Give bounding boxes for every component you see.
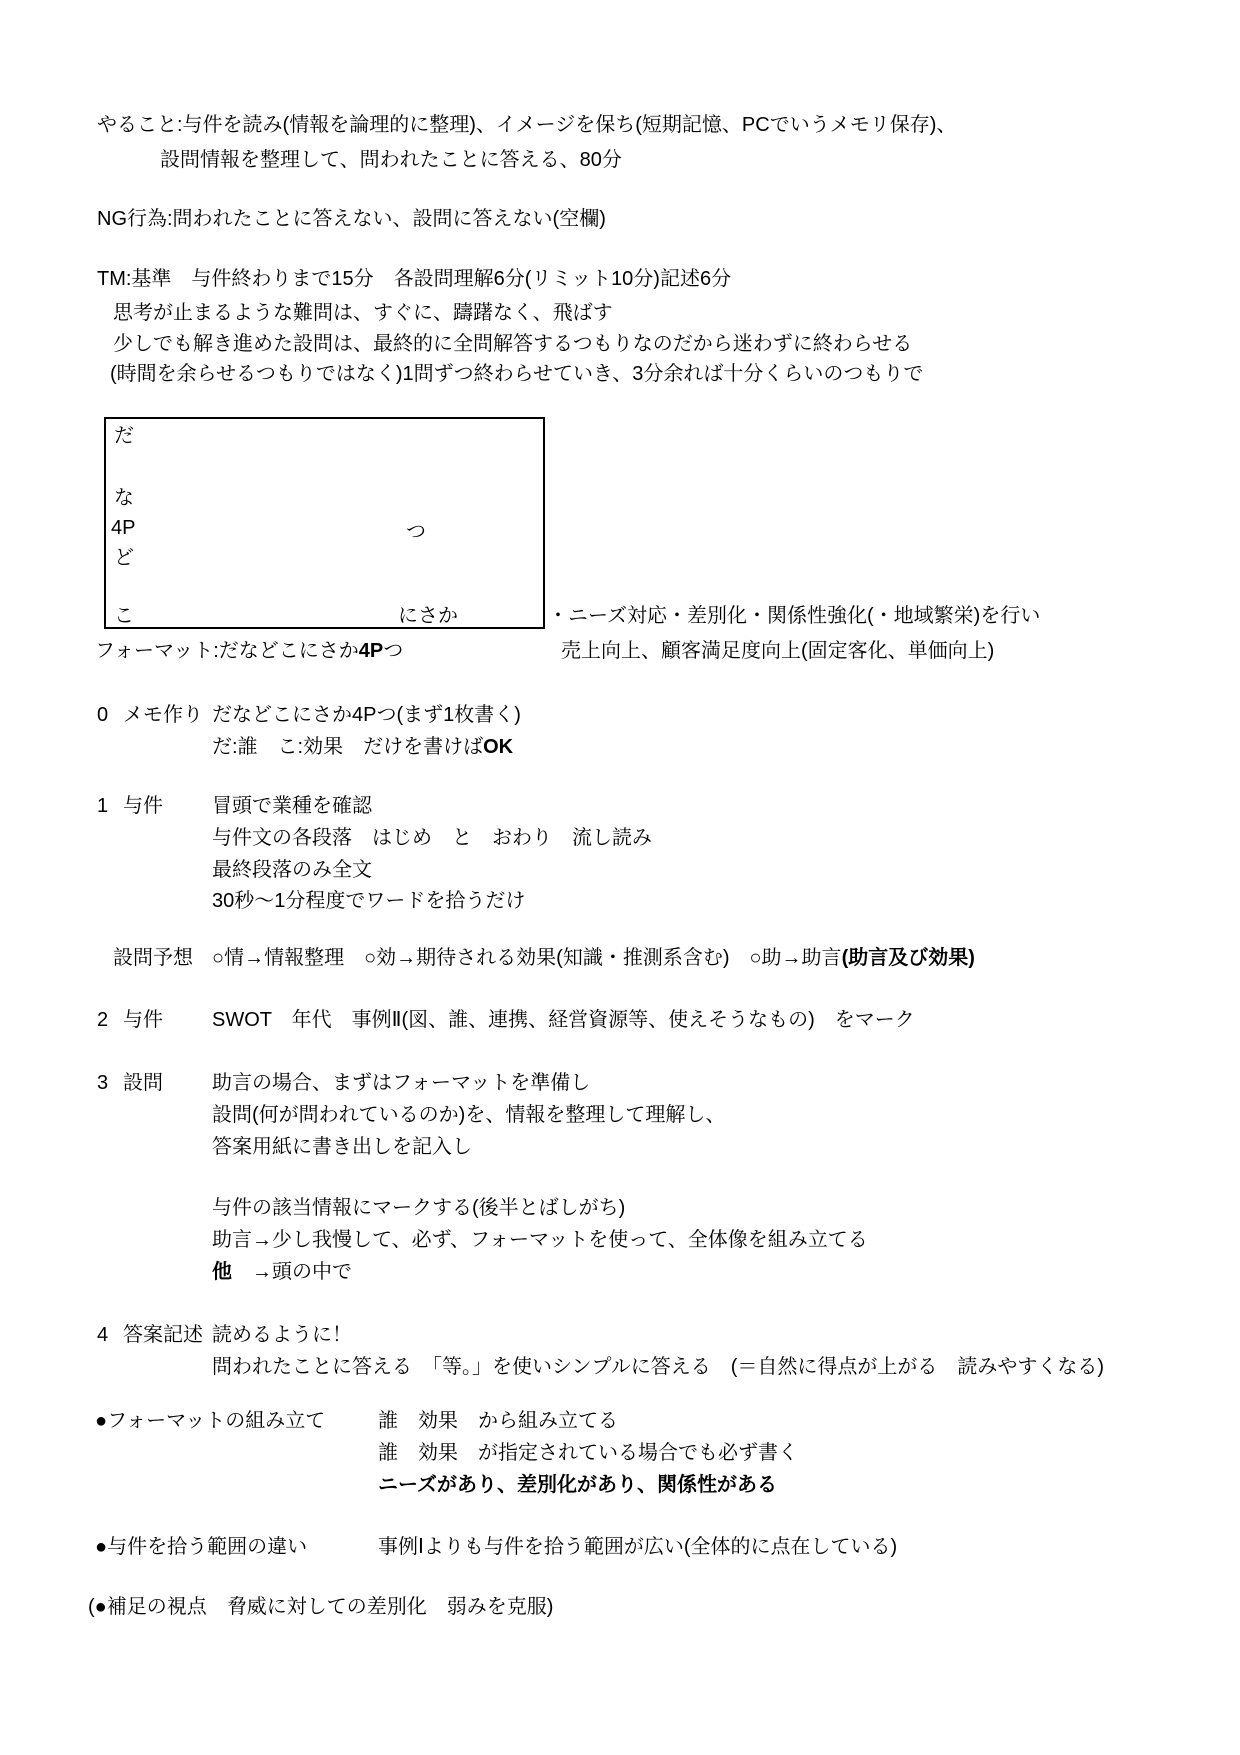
step3-line-2: 設問(何が問われているのか)を、情報を整理して理解し、 <box>212 1104 726 1126</box>
box-label-da: だ <box>114 425 134 447</box>
step4-number: 4 <box>97 1324 109 1346</box>
step1-line-1: 冒頭で業種を確認 <box>212 795 372 817</box>
ng-line: NG行為:問われたことに答えない、設問に答えない(空欄) <box>97 208 606 230</box>
needs-note-line-2: 売上向上、顧客満足度向上(固定客化、単価向上) <box>561 640 995 662</box>
step0-line-2-text: だ:誰 こ:効果 だけを書けば <box>212 736 484 758</box>
step1-number: 1 <box>97 795 109 817</box>
needs-note-line-1: ・ニーズ対応・差別化・関係性強化(・地域繁栄)を行い <box>548 605 1041 627</box>
step0-line-2-bold: OK <box>483 736 514 758</box>
step4-line-1: 読めるように！ <box>212 1324 352 1346</box>
step3-number: 3 <box>97 1072 109 1094</box>
step0-label: メモ作り <box>123 704 203 726</box>
question-forecast-label: 設問予想 <box>113 947 193 969</box>
tm-line-3: 少しでも解き進めた設問は、最終的に全問解答するつもりなのだから迷わずに終わらせる <box>113 333 913 355</box>
bullet-scope-difference-line-1: 事例Ⅰよりも与件を拾う範囲が広い(全体的に点在している) <box>378 1536 898 1558</box>
box-label-tsu: つ <box>406 521 426 543</box>
step0-number: 0 <box>97 704 109 726</box>
format-caption-bold: 4P <box>358 640 384 662</box>
box-label-na: な <box>114 487 134 509</box>
step3-heading <box>97 1070 163 1096</box>
bullet-format-assembly-line-3: ニーズがあり、差別化があり、関係性がある <box>378 1474 777 1496</box>
format-caption <box>95 638 403 664</box>
step1-label: 与件 <box>123 795 163 817</box>
step3-line-3: 答案用紙に書き出しを記入し <box>212 1136 472 1158</box>
tm-line-4: (時間を余らせるつもりではなく)1問ずつ終わらせていき、3分余れば十分くらいのつもりで <box>110 363 924 385</box>
bullet-format-assembly-line-1: 誰 効果 から組み立てる <box>378 1410 618 1432</box>
step3-label: 設問 <box>123 1072 163 1094</box>
step4-heading <box>97 1322 203 1348</box>
step3-line-5: 助言→少し我慢して、必ず、フォーマットを使って、全体像を組み立てる <box>212 1229 868 1251</box>
question-forecast-bold: (助言及び効果) <box>841 947 975 969</box>
intro-line-2: 設問情報を整理して、問われたことに答える、80分 <box>160 149 622 171</box>
box-label-do: ど <box>114 547 134 569</box>
format-caption-post: つ <box>383 640 404 662</box>
step3-line-6-text: →頭の中で <box>232 1261 352 1283</box>
step1-line-3: 最終段落のみ全文 <box>212 859 372 881</box>
footnote-line: (●補足の視点 脅威に対しての差別化 弱みを克服) <box>88 1596 554 1618</box>
bullet-scope-difference-label: ●与件を拾う範囲の違い <box>95 1536 308 1558</box>
tm-line-1: TM:基準 与件終わりまで15分 各設問理解6分(リミット10分)記述6分 <box>97 268 732 290</box>
step0-line-1: だなどこにさか4Pつ(まず1枚書く) <box>212 704 521 726</box>
step2-label: 与件 <box>123 1009 163 1031</box>
step2-heading <box>97 1007 163 1033</box>
step1-line-4: 30秒～1分程度でワードを拾うだけ <box>212 890 526 912</box>
intro-line-1: やること:与件を読み(情報を論理的に整理)、イメージを保ち(短期記憶、PCでいうメモリ保存)、 <box>97 114 957 136</box>
step3-line-6 <box>212 1259 352 1285</box>
step3-line-1: 助言の場合、まずはフォーマットを準備し <box>212 1072 591 1094</box>
question-forecast-text: ○情→情報整理 ○効→期待される効果(知識・推測系含む) ○助→助言 <box>212 947 842 969</box>
step3-line-4: 与件の該当情報にマークする(後半とばしがち) <box>212 1197 626 1219</box>
format-caption-pre: フォーマット:だなどこにさか <box>95 640 359 662</box>
step4-label: 答案記述 <box>123 1324 203 1346</box>
box-label-4p: 4P <box>111 517 136 539</box>
step0-line-2 <box>212 734 513 760</box>
step0-heading <box>97 702 203 728</box>
step1-line-2: 与件文の各段落 はじめ と おわり 流し読み <box>212 827 652 849</box>
step4-line-2: 問われたことに答える 「等。」を使いシンプルに答える (＝自然に得点が上がる 読みやすくなる) <box>212 1356 1105 1378</box>
step3-line-6-bold: 他 <box>212 1261 232 1283</box>
step1-heading <box>97 793 163 819</box>
step2-number: 2 <box>97 1009 109 1031</box>
box-label-nisaka: にさか <box>398 605 458 627</box>
format-diagram-box <box>104 417 545 629</box>
step2-line-1: SWOT 年代 事例Ⅱ(図、誰、連携、経営資源等、使えそうなもの) をマーク <box>212 1009 915 1031</box>
bullet-format-assembly-label: ●フォーマットの組み立て <box>95 1410 326 1432</box>
bullet-format-assembly-line-2: 誰 効果 が指定されている場合でも必ず書く <box>378 1442 798 1464</box>
tm-line-2: 思考が止まるような難問は、すぐに、躊躇なく、飛ばす <box>113 302 613 324</box>
box-label-ko: こ <box>114 605 134 627</box>
question-forecast-line <box>212 945 975 971</box>
